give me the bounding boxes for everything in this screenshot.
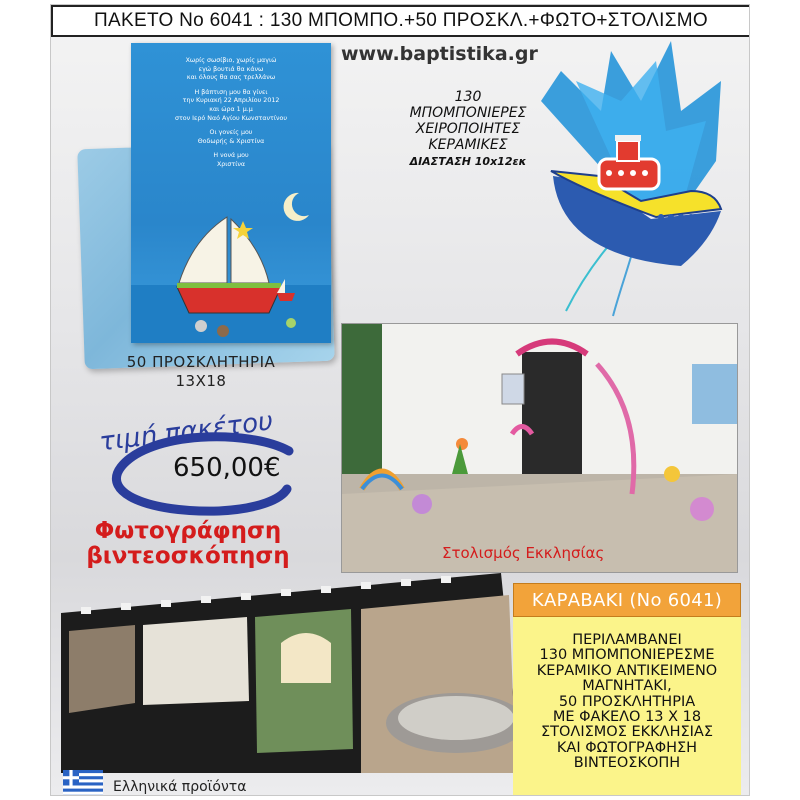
invitation-details: Η βάπτιση μου θα γίνει την Κυριακή 22 Απριλίου 2012 και ώρα 1 μ.μ στον Ιερό Ναό Αγίου Κωνσταντίνου xyxy=(175,88,287,122)
boat-favor-image xyxy=(481,41,741,321)
includes-line: 130 ΜΠΟΜΠΟΝΙΕΡΕΣΜΕ xyxy=(539,647,715,664)
church-scene xyxy=(342,324,738,573)
price-title: τιμή πακέτου xyxy=(97,406,275,458)
invitation-parents: Οι γονείς μου Θοδωρής & Χριστίνα xyxy=(197,129,265,145)
greek-flag-icon xyxy=(63,770,103,796)
favors-dimensions: ΔΙΑΣΤΑΣΗ 10x12εκ xyxy=(409,155,527,168)
product-card xyxy=(50,4,750,796)
website-url[interactable]: www.baptistika.gr xyxy=(341,43,538,65)
invitations-label: 50 ΠΡΟΣΚΛΗΤΗΡΙΑ 13Χ18 xyxy=(126,353,276,390)
includes-line: ΠΕΡΙΛΑΜΒΑΝΕΙ xyxy=(572,632,682,648)
price-value: 650,00€ xyxy=(173,453,281,483)
greek-products-label: Ελληνικά προϊόντα xyxy=(113,779,247,795)
filmstrip-photos xyxy=(61,573,521,773)
photography-label: Φωτογράφηση βιντεοσκόπηση xyxy=(86,518,290,569)
package-name: ΚΑΡΑΒΑΚΙ (Νο 6041) xyxy=(513,583,741,617)
package-includes xyxy=(513,617,741,796)
includes-line: 50 ΠΡΟΣΚΛΗΤΗΡΙΑ xyxy=(558,693,696,710)
includes-line: ΣΤΟΛΙΣΜΟΣ ΕΚΚΛΗΣΙΑΣ xyxy=(540,724,713,741)
sailboat-illustration xyxy=(131,43,331,343)
invitation-godmother: Η νονά μου Χριστίνα xyxy=(213,152,249,168)
includes-line: ΜΕ ΦΑΚΕΛΟ 13 Χ 18 xyxy=(552,709,702,726)
includes-line: ΜΑΓΝΗΤΑΚΙ, xyxy=(582,678,672,695)
invitation-verse: Χωρίς σωσίβιο, χωρίς μαγιώ εγώ βουτιά θα κάνω και όλους θα σας τρελλάνω xyxy=(185,57,277,82)
church-caption: Στολισμός Εκκλησίας xyxy=(442,544,605,562)
package-title: ΠΑΚΕΤΟ Νο 6041 : 130 ΜΠΟΜΠΟ.+50 ΠΡΟΣΚΛ.+ΦΩΤΟ+ΣΤΟΛΙΣΜΟ xyxy=(51,5,750,37)
includes-line: ΚΕΡΑΜΙΚΟ ΑΝΤΙΚΕΙΜΕΝΟ xyxy=(536,662,718,679)
favors-label: 130 ΜΠΟΜΠΟΝΙΕΡΕΣ ΧΕΙΡΟΠΟΙΗΤΕΣ ΚΕΡΑΜΙΚΕΣ ΔΙΑΣΤΑΣΗ 10x12εκ xyxy=(409,89,527,168)
invitation-card xyxy=(131,43,331,343)
includes-line: ΚΑΙ ΦΩΤΟΓΡΑΦΗΣΗ xyxy=(556,739,698,756)
church-decoration-photo xyxy=(341,323,738,573)
includes-line: ΒΙΝΤΕΟΣΚΟΠΗ xyxy=(573,755,681,772)
